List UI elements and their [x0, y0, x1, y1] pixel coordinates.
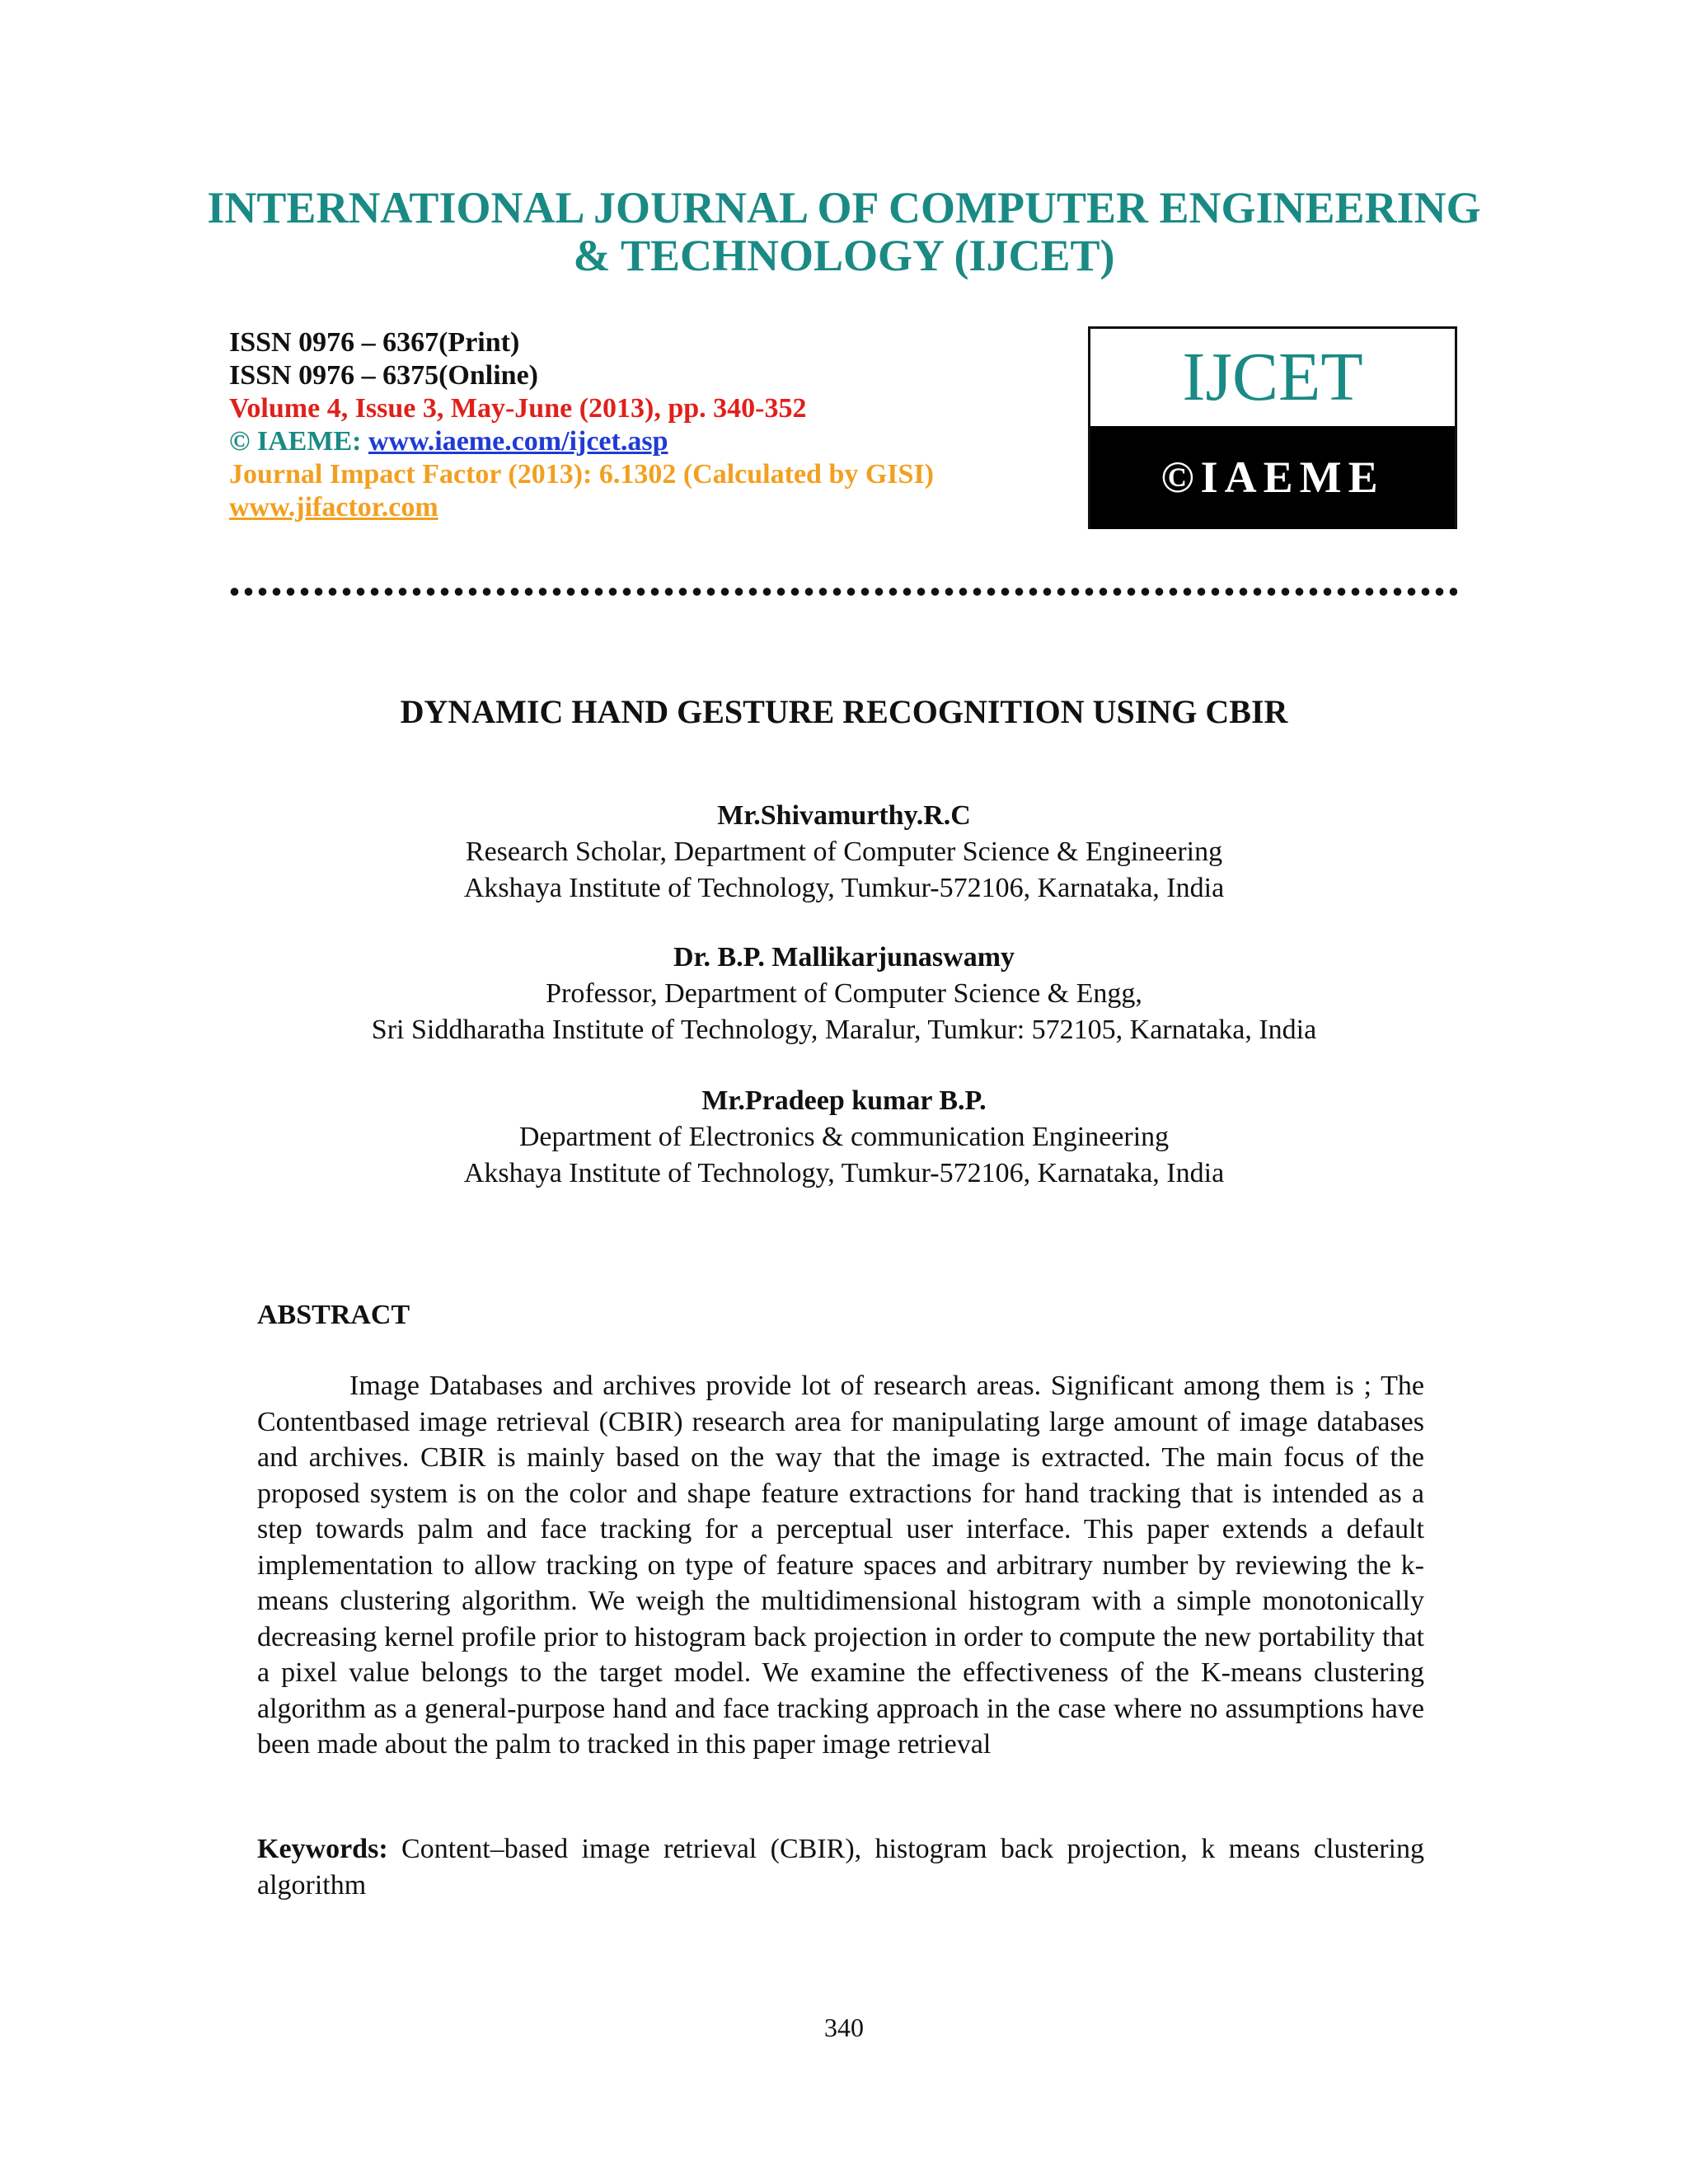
page-number: 340: [824, 2013, 864, 2042]
logo-iaeme-text: ©IAEME: [1090, 426, 1455, 529]
keywords: [257, 1831, 1424, 1903]
logo-ijcet-text: IJCET: [1182, 339, 1363, 415]
volume-info: Volume 4, Issue 3, May-June (2013), pp. 340-352: [229, 393, 807, 424]
author-name: Dr. B.P. Mallikarjunaswamy: [673, 942, 1015, 972]
author-block-3: [0, 1083, 1688, 1192]
abstract-text: Image Databases and archives provide lot of research areas. Significant among them is ; The Contentbased image retrieval (CBIR) research area for manipulating large amount of image databases and archives. CBIR is mainly based on the way that the image is extracted. The main focus of the proposed system is on the color and shape feature extractions for hand tracking that is intended as a step towards palm and face tracking for a perceptual user interface. This paper extends a default implementation to allow tracking on type of feature spaces and arbitrary number by reviewing the k-means clustering algorithm. We weigh the multidimensional histogram with a simple monotonically decreasing kernel profile prior to histogram back projection in order to compute the new portability that a pixel value belongs to the target model. We examine the effectiveness of the K-means clustering algorithm as a general-purpose hand and face tracking approach in the case where no assumptions have been made about the palm to tracked in this paper image retrieval: [257, 1371, 1424, 1760]
impact-link[interactable]: www.jifactor.com: [229, 492, 438, 523]
publisher-prefix: © IAEME:: [229, 426, 368, 457]
author-name: Mr.Shivamurthy.R.C: [717, 800, 971, 831]
keywords-text: Content–based image retrieval (CBIR), histogram back projection, k means clustering algorithm: [257, 1834, 1424, 1900]
publisher-link[interactable]: www.iaeme.com/ijcet.asp: [368, 426, 668, 457]
author-affiliation-line: Akshaya Institute of Technology, Tumkur-572106, Karnataka, India: [463, 1158, 1225, 1188]
author-name: Mr.Pradeep kumar B.P.: [701, 1085, 987, 1116]
issn-online: ISSN 0976 – 6375(Online): [229, 360, 538, 391]
publisher-line: [229, 425, 668, 458]
impact-factor: Journal Impact Factor (2013): 6.1302 (Calculated by GISI): [229, 459, 934, 490]
author-block-2: [0, 940, 1688, 1048]
author-affiliation-line: Professor, Department of Computer Science & Engg,: [546, 978, 1142, 1009]
journal-title-line1: INTERNATIONAL JOURNAL OF COMPUTER ENGINEERING: [207, 183, 1481, 232]
author-affiliation-line: Research Scholar, Department of Computer Science & Engineering: [465, 837, 1223, 867]
journal-logo: [1088, 326, 1457, 529]
author-affiliation-line: Akshaya Institute of Technology, Tumkur-572106, Karnataka, India: [463, 873, 1225, 903]
keywords-label: Keywords:: [257, 1834, 388, 1864]
author-affiliation-line: Sri Siddharatha Institute of Technology, Maralur, Tumkur: 572105, Karnataka, India: [371, 1015, 1317, 1045]
journal-title-line2: & TECHNOLOGY (IJCET): [573, 231, 1115, 280]
author-affiliation-line: Department of Electronics & communication Engineering: [518, 1122, 1170, 1152]
abstract-heading: ABSTRACT: [257, 1300, 410, 1330]
issn-print: ISSN 0976 – 6367(Print): [229, 327, 520, 358]
paper-title: DYNAMIC HAND GESTURE RECOGNITION USING CBIR: [400, 693, 1288, 730]
dotted-separator: [227, 587, 1457, 597]
author-block-1: [0, 798, 1688, 907]
